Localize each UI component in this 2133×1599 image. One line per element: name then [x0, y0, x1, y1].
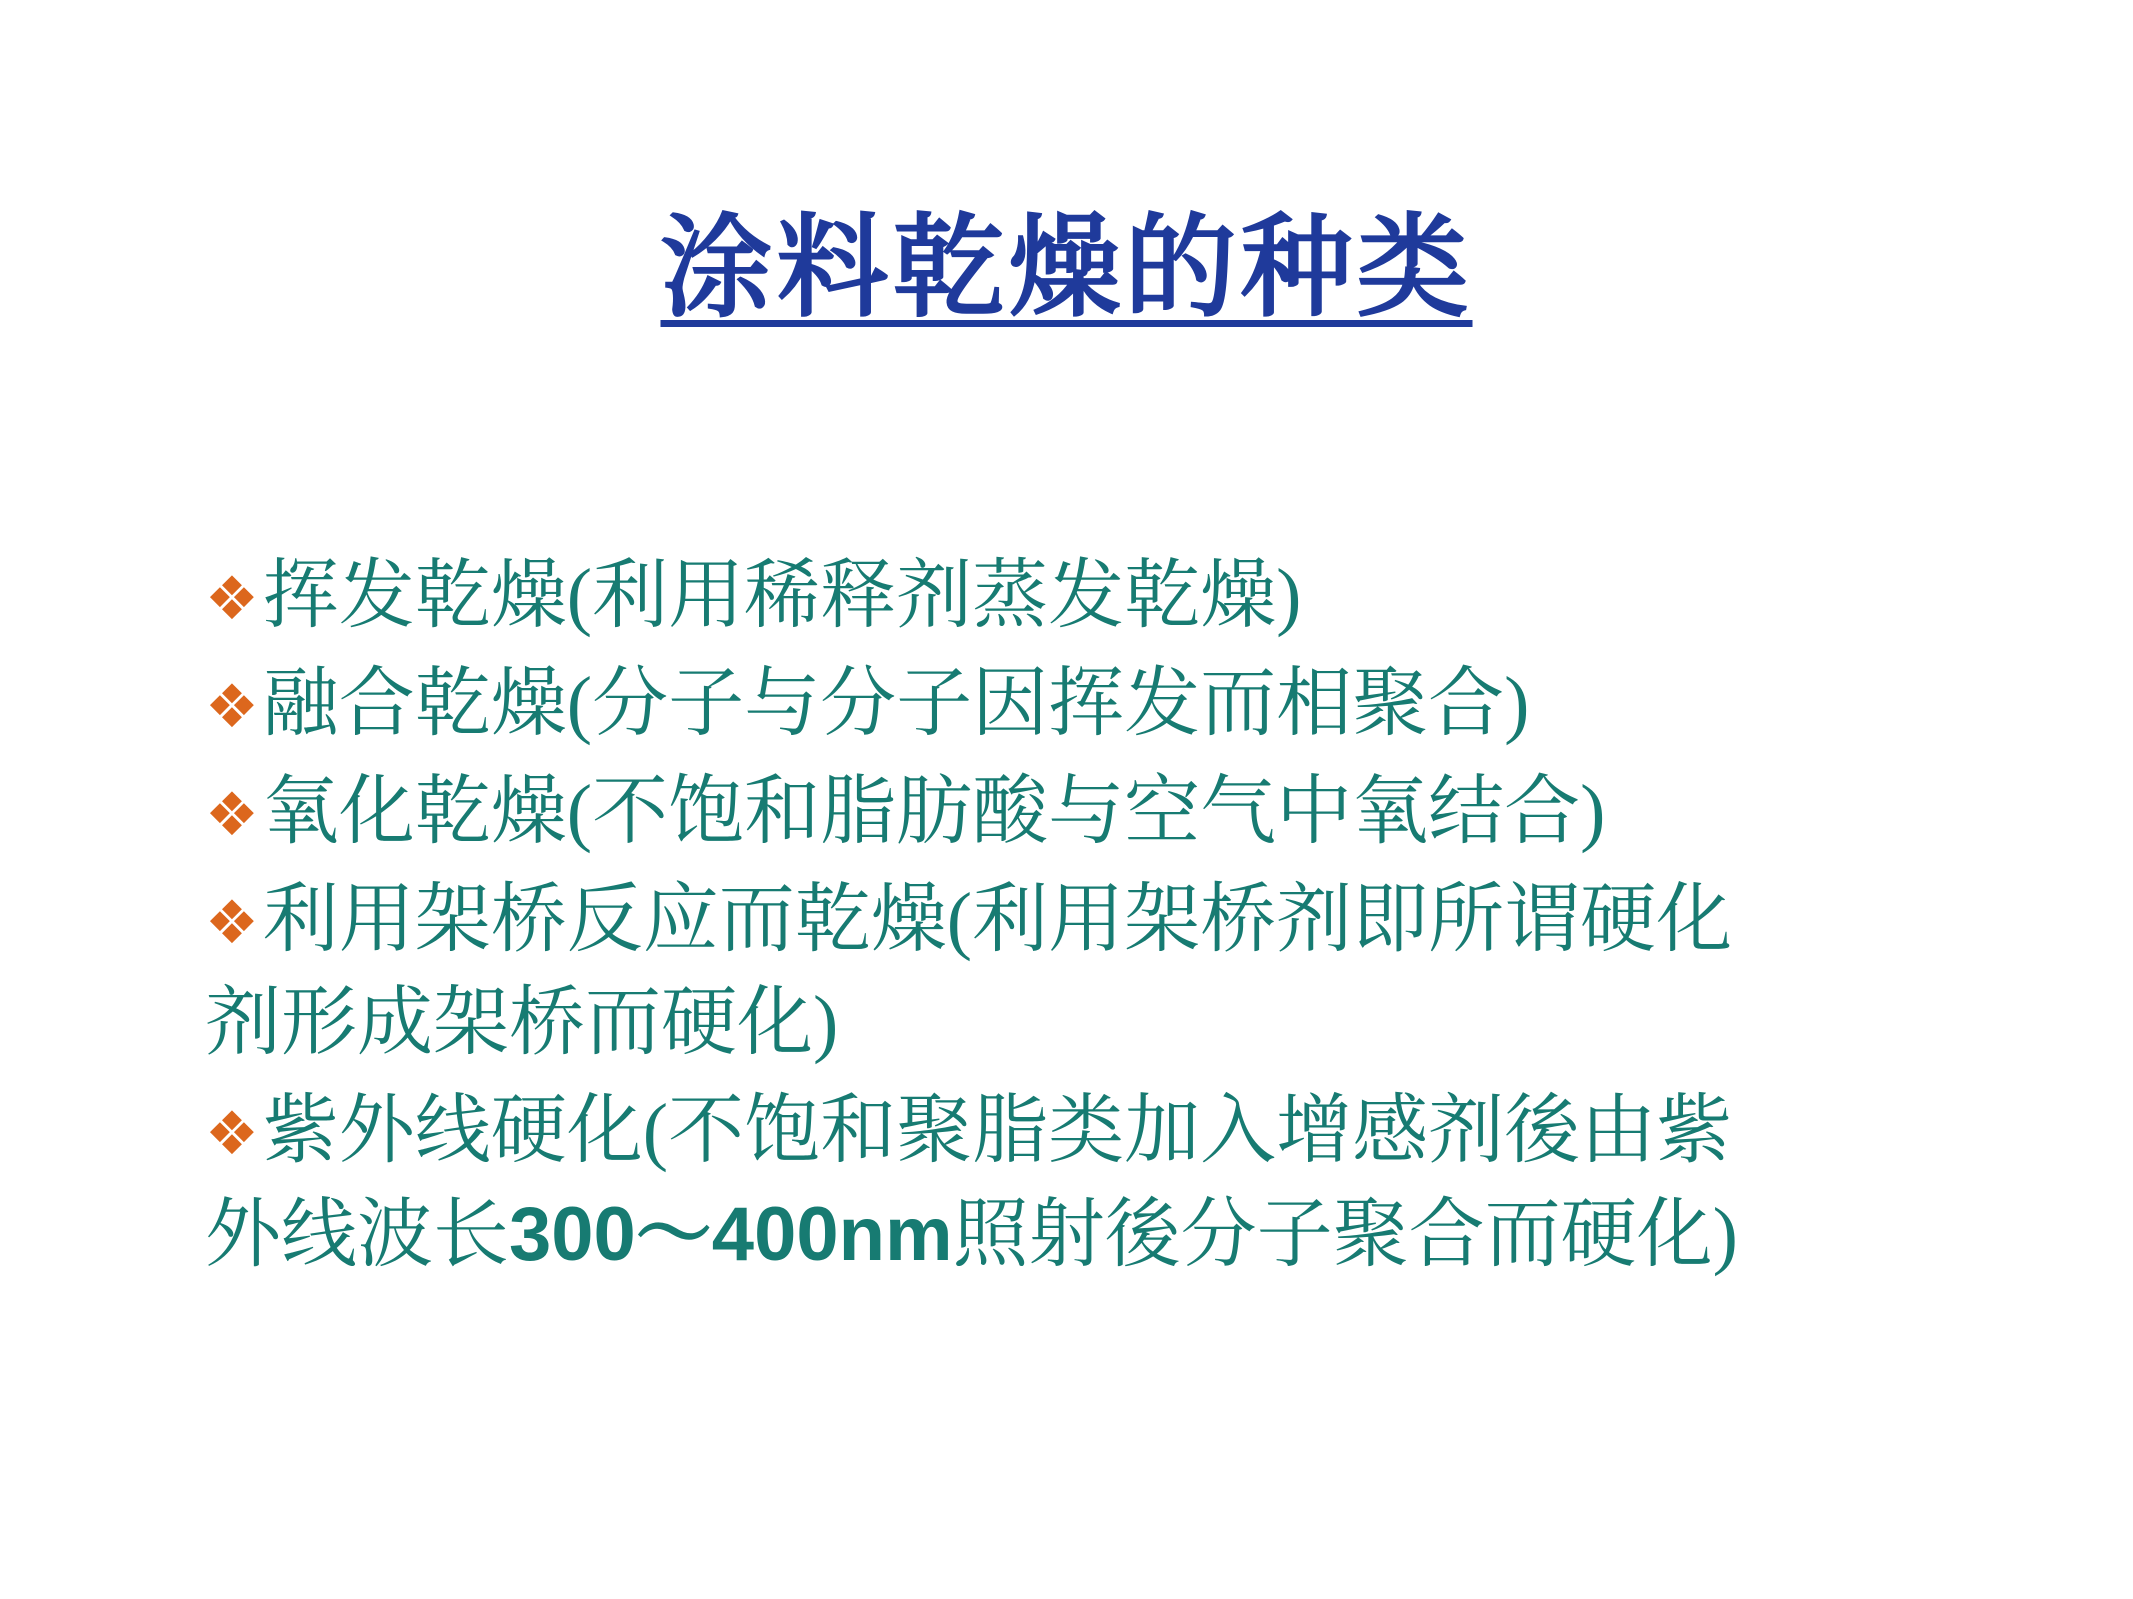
diamond-bullet-icon: ❖ — [205, 564, 259, 634]
wavelength-range-text: 300～400nm — [509, 1192, 953, 1277]
bullet-text: 氧化乾燥(不饱和脂肪酸与空气中氧结合) — [262, 770, 1606, 854]
list-item — [205, 869, 1805, 1075]
bullet-text: 紫外线硬化(不饱和聚脂类加入增感剂後由紫外线波长 — [205, 1089, 1733, 1277]
list-item — [205, 1080, 1805, 1287]
bullet-text: 照射後分子聚合而硬化) — [952, 1193, 1738, 1277]
diamond-bullet-icon: ❖ — [205, 672, 259, 742]
bullet-text: 利用架桥反应而乾燥(利用架桥剂即所谓硬化剂形成架桥而硬化) — [205, 878, 1733, 1065]
bullet-text: 融合乾燥(分子与分子因挥发而相聚合) — [262, 662, 1530, 746]
slide-title: 涂料乾燥的种类 — [660, 207, 1473, 331]
list-item — [205, 545, 1805, 648]
diamond-bullet-icon: ❖ — [205, 1099, 259, 1169]
diamond-bullet-icon: ❖ — [205, 780, 259, 850]
diamond-bullet-icon: ❖ — [205, 888, 259, 958]
bullet-list — [205, 545, 1805, 1292]
list-item — [205, 761, 1805, 864]
bullet-text: 挥发乾燥(利用稀释剂蒸发乾燥) — [262, 554, 1302, 638]
list-item — [205, 653, 1805, 756]
